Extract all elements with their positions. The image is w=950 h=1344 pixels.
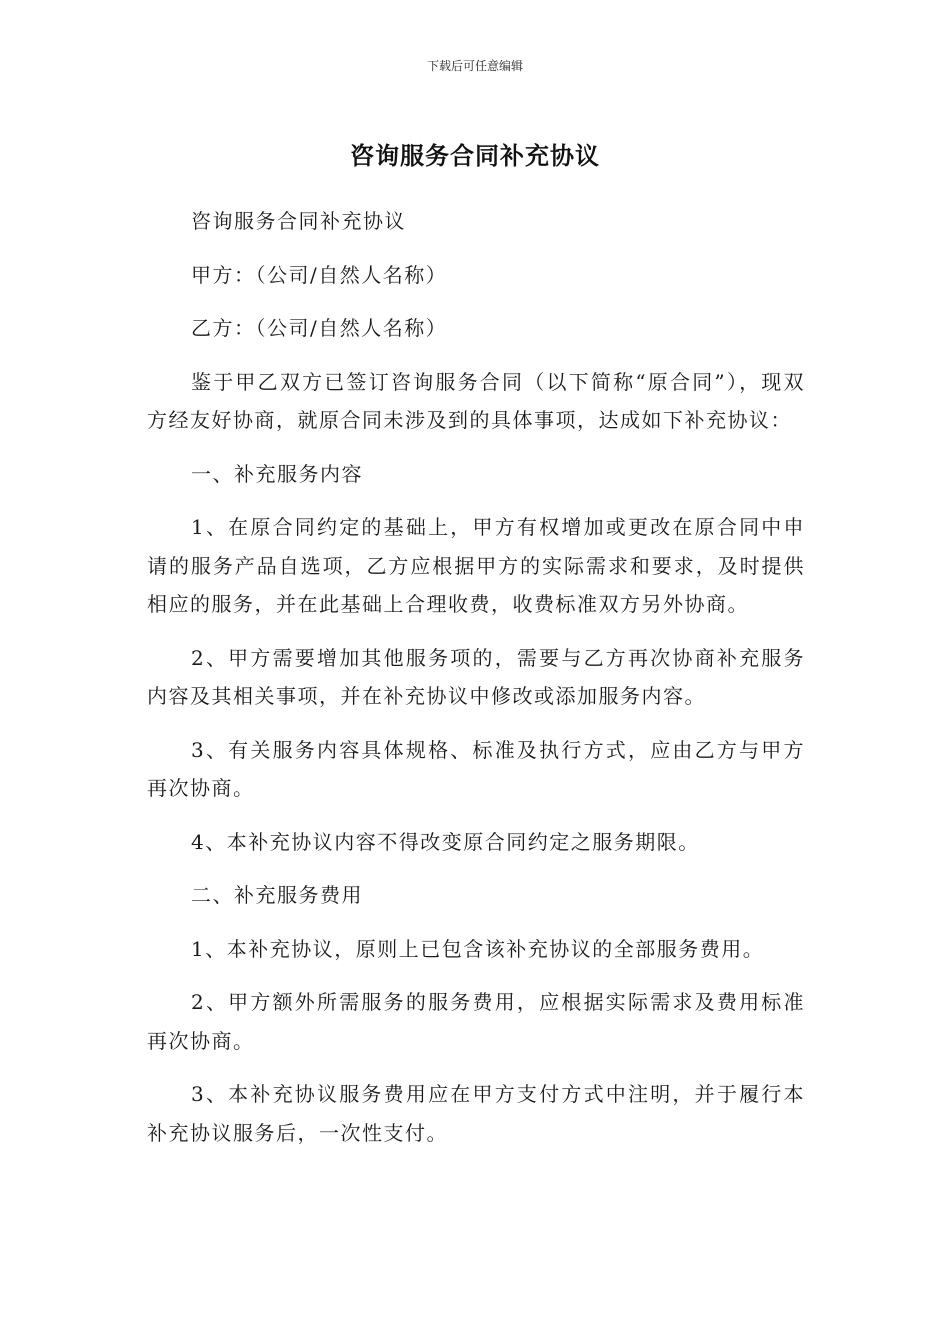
clause-fees-2: 2、甲方额外所需服务的服务费用，应根据实际需求及费用标准再次协商。 [147,990,805,1053]
section-heading-fees: 二、补充服务费用 [191,883,363,907]
clause-content-1: 1、在原合同约定的基础上，甲方有权增加或更改在原合同中申请的服务产品自选项，乙方应根据甲方的实际需求和要求，及时提供相应的服务，并在此基础上合理收费，收费标准双方另外协商。 [147,515,805,616]
header-note: 下载后可任意编辑 [426,59,523,73]
clause-fees-3: 3、本补充协议服务费用应在甲方支付方式中注明，并于履行本补充协议服务后，一次性支付。 [147,1082,805,1145]
section-heading-content: 一、补充服务内容 [191,461,363,486]
paragraph-subtitle: 咨询服务合同补充协议 [191,209,406,233]
clause-fees-1: 1、本补充协议，原则上已包含该补充协议的全部服务费用。 [191,936,765,961]
paragraph-preamble: 鉴于甲乙双方已签订咨询服务合同（以下简称“原合同”），现双方经友好协商，就原合同未涉及到的具体事项，达成如下补充协议： [147,369,805,432]
clause-content-3: 3、有关服务内容具体规格、标准及执行方式，应由乙方与甲方再次协商。 [147,737,805,800]
document-body [147,202,805,1167]
clause-content-4: 4、本补充协议内容不得改变原合同约定之服务期限。 [191,829,700,854]
paragraph-party-a: 甲方：（公司/自然人名称） [191,262,448,287]
document-title: 咨询服务合同补充协议 [350,142,600,170]
clause-content-2: 2、甲方需要增加其他服务项的，需要与乙方再次协商补充服务内容及其相关事项，并在补充协议中修改或添加服务内容。 [147,645,805,708]
paragraph-party-b: 乙方：（公司/自然人名称） [191,316,448,340]
